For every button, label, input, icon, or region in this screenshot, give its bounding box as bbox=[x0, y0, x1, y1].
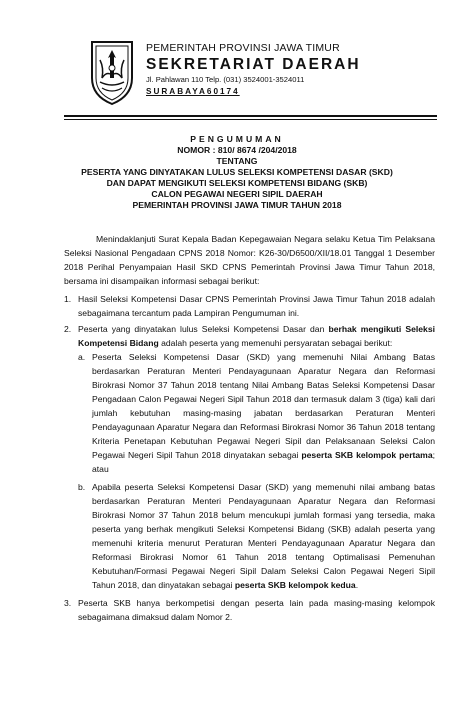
announcement-heading: PENGUMUMAN bbox=[190, 134, 284, 144]
list-item-2 bbox=[64, 322, 435, 592]
list-item-text: Peserta SKB hanya berkompetisi dengan peserta lain pada masing-masing kelompok sebagaimana dimaksud dalam Nomor 2. bbox=[78, 598, 435, 622]
sub-letter: b. bbox=[78, 482, 86, 492]
announcement-subject-3: CALON PEGAWAI NEGERI SIPIL DAERAH bbox=[151, 189, 323, 199]
announcement-body bbox=[64, 232, 435, 626]
announcement-number: NOMOR : 810/ 8674 /204/2018 bbox=[177, 145, 297, 155]
sub-item-text: . bbox=[355, 580, 359, 590]
letterhead-city: SURABAYA60174 bbox=[146, 87, 240, 96]
list-item-emphasis: berhak mengikuti Seleksi Kompetensi Bidang bbox=[78, 324, 435, 348]
announcement-subject-2: DAN DAPAT MENGIKUTI SELEKSI KOMPETENSI BIDANG (SKB) bbox=[106, 178, 368, 188]
letterhead-rule-thick bbox=[64, 115, 437, 117]
sub-item-text: Apabila peserta Seleksi Kompetensi Dasar (SKD) yang memenuhi nilai ambang batas berdasarkan Peraturan Menteri Pendayagunaan Aparatur Negara dan Reformasi Birokrasi Nomor 37 Tahun 2018 belum mencukupi jumlah formasi yang tersedia, maka peserta yang berhak mengikuti Seleksi Kompetensi Bidang (SKB) adalah peserta yang memenuhi kriteria menurut Peraturan Menteri Pendayagunaan Aparatur Negara dan Reformasi Birokrasi Nomor 61 Tahun 2018 tentang Optimalisasi Pemenuhan Kebutuhan/Formasi Pegawai Negeri Sipil Dalam Seleksi Calon Pegawai Negeri Sipil Tahun 2018, dan dinyatakan sebagai bbox=[92, 482, 435, 590]
sub-item-emphasis: peserta SKB kelompok pertama bbox=[301, 450, 433, 460]
sub-item-b bbox=[78, 480, 435, 592]
announcement-tentang: TENTANG bbox=[216, 156, 258, 166]
list-item-text: Hasil Seleksi Kompetensi Dasar CPNS Pemerintah Provinsi Jawa Timur Tahun 2018 adalah sebagaimana tercantum pada Lampiran Pengumuman ini. bbox=[78, 294, 435, 318]
list-item-text: adalah peserta yang memenuhi persyaratan sebagai berikut: bbox=[158, 338, 393, 348]
intro-paragraph: Menindaklanjuti Surat Kepala Badan Kepegawaian Negara selaku Ketua Tim Pelaksana Seleksi Nasional Pengadaan CPNS 2018 Nomor: K26-30/D6500/XII/18.01 Tanggal 1 Desember 2018 Perihal Penyampaian Hasil SKD CPNS Pemerintah Provinsi Jawa Timur Tahun 2018, bersama ini disampaikan informasi sebagai berikut: bbox=[64, 234, 435, 286]
list-item-3 bbox=[64, 596, 435, 624]
letterhead bbox=[146, 42, 406, 98]
letterhead-rule-thin bbox=[64, 119, 437, 120]
list-item-text: Peserta yang dinyatakan lulus Seleksi Kompetensi Dasar dan bbox=[78, 324, 329, 334]
list-number: 3. bbox=[64, 598, 72, 608]
sub-item-text: Peserta Seleksi Kompetensi Dasar (SKD) yang memenuhi Nilai Ambang Batas berdasarkan Peraturan Menteri Pendayagunaan Aparatur Negara dan Reformasi Birokrasi Nomor 37 Tahun 2018 tentang Nilai Ambang Batas Seleksi Kompetensi Dasar Pengadaan Calon Pegawai Negeri Sipil Tahun 2018 dan termasuk dalam 3 (tiga) kali dari jumlah kebutuhan masing-masing jabatan berdasarkan Peraturan Menteri Pendayagunaan Aparatur Negara dan Reformasi Birokrasi Nomor 36 Tahun 2018 tentang Kriteria Penetapan Kebutuhan Pegawai Negeri Sipil dan Pelaksanaan Seleksi Calon Pegawai Negeri Sipil Tahun 2018 dinyatakan sebagai bbox=[92, 352, 435, 460]
list-number: 1. bbox=[64, 294, 72, 304]
announcement-subject-1: PESERTA YANG DINYATAKAN LULUS SELEKSI KOMPETENSI DASAR (SKD) bbox=[81, 167, 393, 177]
list-number: 2. bbox=[64, 324, 72, 334]
sub-letter: a. bbox=[78, 352, 86, 362]
letterhead-office: SEKRETARIAT DAERAH bbox=[146, 56, 361, 73]
letterhead-government: PEMERINTAH PROVINSI JAWA TIMUR bbox=[146, 42, 340, 54]
announcement-title bbox=[40, 134, 434, 211]
announcement-subject-4: PEMERINTAH PROVINSI JAWA TIMUR TAHUN 2018 bbox=[132, 200, 342, 210]
sub-item-emphasis: peserta SKB kelompok kedua bbox=[234, 580, 356, 590]
letterhead-address: Jl. Pahlawan 110 Telp. (031) 3524001-3524011 bbox=[146, 75, 305, 84]
jatim-emblem-logo bbox=[88, 38, 136, 106]
list-item-1 bbox=[64, 292, 435, 320]
sub-item-text: ; atau bbox=[92, 450, 435, 474]
sub-item-a bbox=[78, 350, 435, 476]
